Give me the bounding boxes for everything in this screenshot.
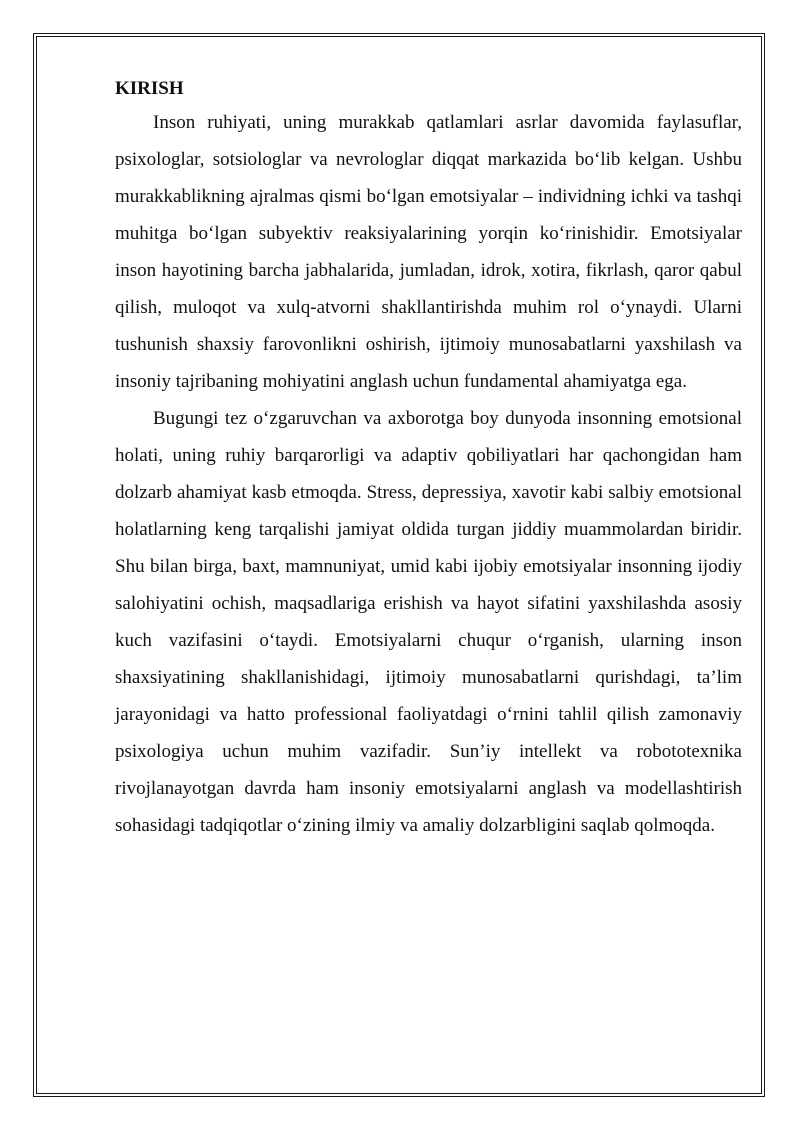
section-heading: KIRISH <box>115 78 184 99</box>
paragraph-1: Inson ruhiyati, uning murakkab qatlamlari asrlar davomida faylasuflar, psixologlar, sotsiologlar va nevrologlar diqqat markazida bo‘lib kelgan. Ushbu murakkablikning ajralmas qismi bo‘lgan emotsiyalar – individning ichki va tashqi muhitga bo‘lgan subyektiv reaksiyalarining yorqin ko‘rinishidir. Emotsiyalar inson hayotining barcha jabhalarida, jumladan, idrok, xotira, fikrlash, qaror qabul qilish, muloqot va xulq-atvorni shakllantirishda muhim rol o‘ynaydi. Ularni tushunish shaxsiy farovonlikni oshirish, ijtimoiy munosabatlarni yaxshilash va insoniy tajribaning mohiyatini anglash uchun fundamental ahamiyatga ega. <box>115 112 742 392</box>
paragraph-2: Bugungi tez o‘zgaruvchan va axborotga boy dunyoda insonning emotsional holati, uning ruhiy barqarorligi va adaptiv qobiliyatlari har qachongidan ham dolzarb ahamiyat kasb etmoqda. Stress, depressiya, xavotir kabi salbiy emotsional holatlarning keng tarqalishi jamiyat oldida turgan jiddiy muammolardan biridir. Shu bilan birga, baxt, mamnuniyat, umid kabi ijobiy emotsiyalar insonning ijodiy salohiyatini ochish, maqsadlariga erishish va hayot sifatini yaxshilashda asosiy kuch vazifasini o‘taydi. Emotsiyalarni chuqur o‘rganish, ularning inson shaxsiyatining shakllanishidagi, ijtimoiy munosabatlarni qurishdagi, ta’lim jarayonidagi va hatto professional faoliyatdagi o‘rnini tahlil qilish zamonaviy psixologiya uchun muhim vazifadir. Sun’iy intellekt va robototexnika rivojlanayotgan davrda ham insoniy emotsiyalarni anglash va modellashtirish sohasidagi tadqiqotlar o‘zining ilmiy va amaliy dolzarbligini saqlab qolmoqda. <box>115 408 742 836</box>
document-body <box>115 74 742 844</box>
